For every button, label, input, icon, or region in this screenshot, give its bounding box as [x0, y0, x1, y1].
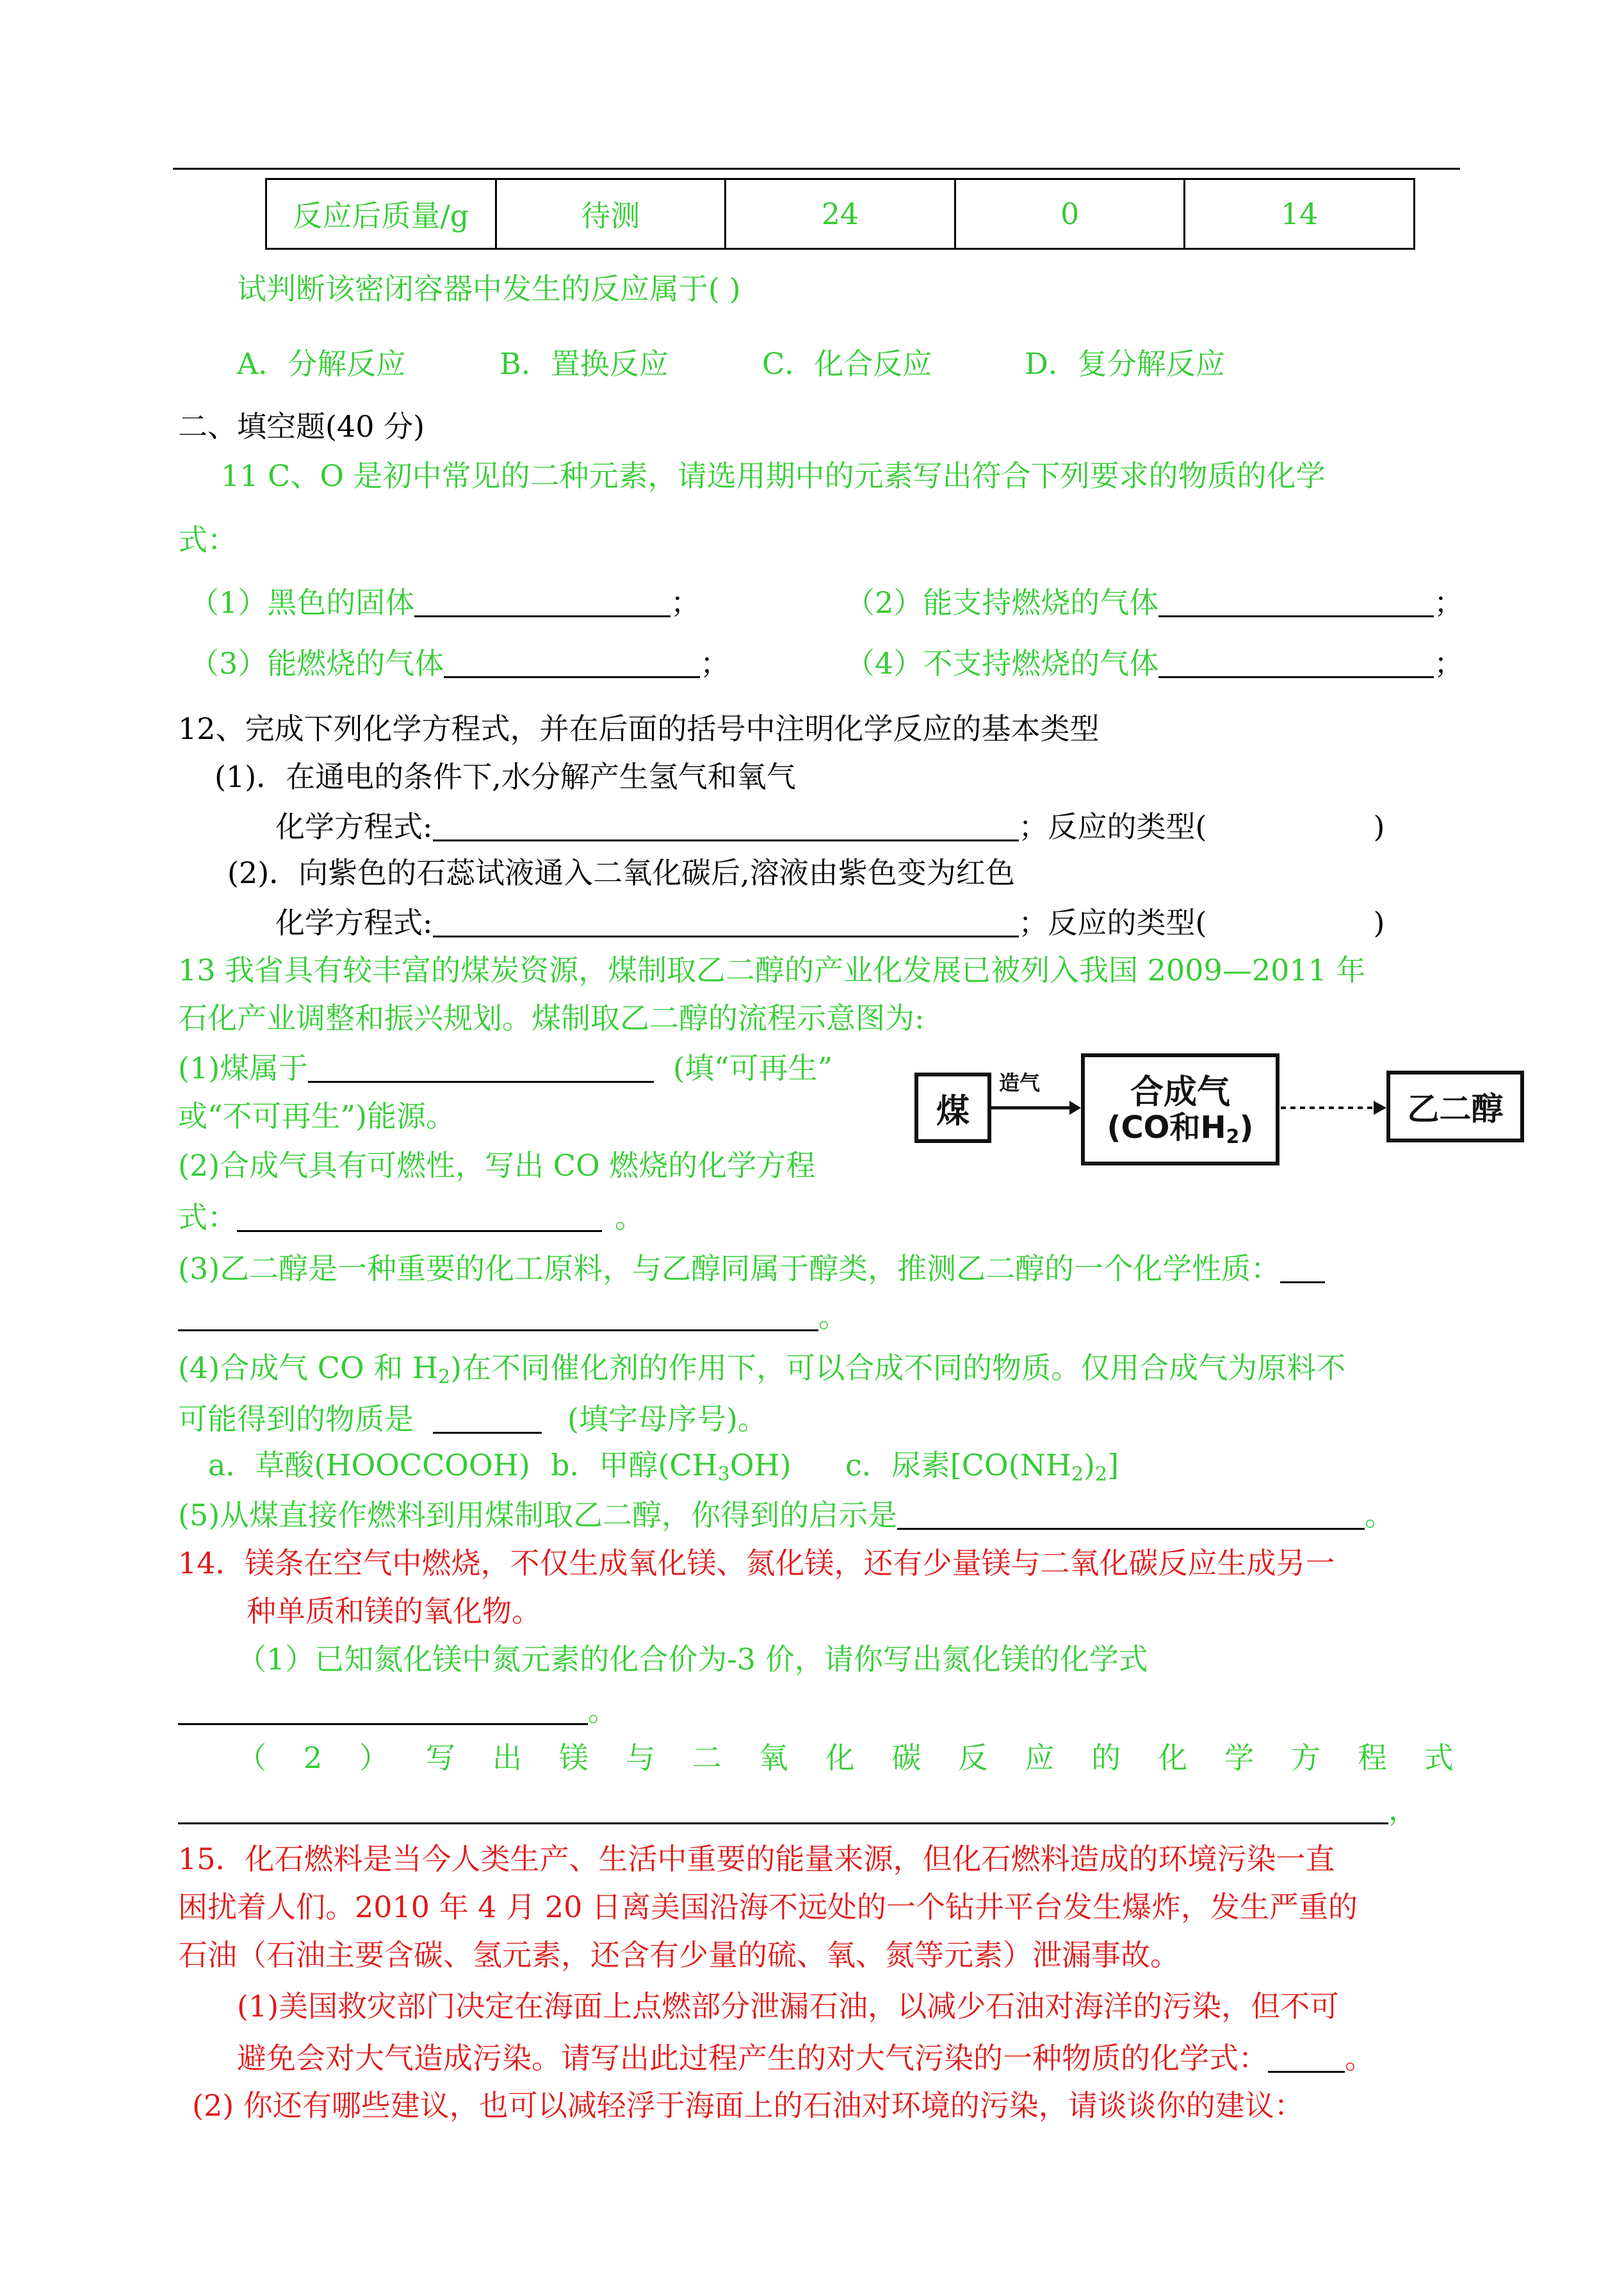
q11-blank4[interactable]	[1158, 647, 1434, 678]
q11-item2-label: （2）能支持燃烧的气体	[845, 585, 1159, 620]
q12-eq1-label: 化学方程式:	[275, 809, 433, 844]
q13-opt-a: a．草酸(HOOCCOOH)	[208, 1448, 530, 1482]
q13-p1-line2: 或“不可再生”)能源。	[178, 1099, 455, 1133]
q13-p5-blank[interactable]	[897, 1498, 1365, 1530]
q14-p2-blank[interactable]	[178, 1793, 1388, 1824]
q13-p3-period: 。	[818, 1299, 848, 1334]
q14-p2-char: 2	[303, 1740, 323, 1775]
table-cell-4: 14	[1280, 197, 1319, 231]
q10-option-c: C．化合反应	[762, 346, 932, 381]
q14-p2-char: 出	[492, 1740, 522, 1775]
q11-item3-label: （3）能燃烧的气体	[190, 646, 444, 681]
q14-stem-line1: 14．镁条在空气中燃烧，不仅生成氧化镁、氮化镁，还有少量镁与二氧化碳反应生成另一	[178, 1546, 1335, 1580]
q14-p1-answer	[178, 1693, 617, 1728]
q11-semicolon2: ；	[1434, 585, 1464, 620]
q13-opt-c-post: )	[1084, 1448, 1095, 1482]
q13-p1-label: (1)煤属于	[178, 1051, 309, 1085]
q13-p2-blank[interactable]	[237, 1201, 602, 1232]
q14-stem-line2: 种单质和镁的氧化物。	[247, 1594, 541, 1628]
q13-p4-sub: 2	[438, 1366, 451, 1388]
header-rule	[173, 168, 1460, 170]
q14-p2-char: 式	[1424, 1740, 1454, 1775]
q15-p1-line2	[237, 2041, 1374, 2073]
q11-stem-line2: 式：	[178, 523, 237, 557]
table-cell-3: 0	[956, 180, 1186, 248]
q14-p2-answer	[178, 1792, 1418, 1827]
q11-item4	[845, 646, 1464, 681]
q13-opt-c	[845, 1448, 1119, 1486]
q10-option-d: D．复分解反应	[1025, 346, 1225, 381]
q12-type1-close: )	[1373, 809, 1385, 844]
data-table-row	[265, 178, 1415, 250]
flow-box-syngas	[1081, 1053, 1279, 1165]
q13-opt-c-close: ]	[1107, 1448, 1119, 1482]
q14-p2-char: ）	[359, 1740, 389, 1775]
q13-p4-prompt: 可能得到的物质是	[178, 1402, 414, 1436]
q11-semicolon3: ；	[700, 646, 730, 681]
table-row-label: 反应后质量/g	[267, 180, 497, 248]
table-cell-2: 24	[726, 180, 956, 248]
q14-p2-comma: ，	[1388, 1792, 1418, 1827]
q15-p2: (2) 你还有哪些建议，也可以减轻浮于海面上的石油对环境的污染，请谈谈你的建议：	[192, 2088, 1304, 2123]
q12-eq2-row	[275, 905, 1385, 940]
q14-p2-char: 的	[1091, 1740, 1121, 1775]
q10-option-b: B．置换反应	[499, 346, 669, 381]
q11-blank3[interactable]	[444, 647, 700, 678]
q13-p1-blank[interactable]	[308, 1051, 654, 1083]
q12-sub1: (1)．在通电的条件下,水分解产生氢气和氧气	[215, 759, 796, 794]
q14-p2-char: 二	[692, 1740, 722, 1775]
q11-semicolon4: ；	[1434, 646, 1464, 681]
q13-opt-c-sub2: 2	[1094, 1463, 1108, 1486]
q12-eq1-row	[275, 809, 1385, 844]
flow-box-syngas-line2	[1107, 1109, 1254, 1148]
q15-p1-line1: (1)美国救灾部门决定在海面上点燃部分泄漏石油，以减少石油对海洋的污染，但不可	[237, 1989, 1340, 2023]
q11-stem-line1: 11 C、O 是初中常见的二种元素，请选用期中的元素写出符合下列要求的物质的化学	[221, 458, 1326, 493]
q13-p5	[178, 1498, 1394, 1530]
q13-p4-hint: (填字母序号)。	[567, 1402, 767, 1436]
flow-box-glycol: 乙二醇	[1386, 1071, 1524, 1142]
q13-p4-blank[interactable]	[433, 1402, 542, 1434]
q11-semicolon1: ；	[670, 585, 701, 620]
q13-opt-c-sub1: 2	[1071, 1463, 1084, 1486]
q13-p2-line1: (2)合成气具有可燃性，写出 CO 燃烧的化学方程	[178, 1148, 816, 1183]
q13-p2-line2	[178, 1200, 644, 1235]
flow-box-coal: 煤	[914, 1073, 991, 1143]
q13-opt-b-pre: b．甲醇(CH	[551, 1448, 718, 1482]
q12-eq2-blank[interactable]	[433, 906, 1019, 937]
q15-line3: 石油（石油主要含碳、氢元素，还含有少量的硫、氧、氮等元素）泄漏事故。	[178, 1938, 1180, 1972]
q13-p5-label: (5)从煤直接作燃料到用煤制取乙二醇，你得到的启示是	[178, 1498, 898, 1532]
q12-type2-close: )	[1373, 905, 1385, 940]
flow-arrow-1	[991, 1098, 1081, 1117]
q12-type2-label: ；反应的类型(	[1018, 905, 1207, 940]
flow-box-syngas-sub: 2	[1226, 1125, 1240, 1148]
q13-p2-period: 。	[615, 1200, 644, 1235]
q12-stem: 12、完成下列化学方程式，并在后面的括号中注明化学反应的基本类型	[178, 711, 1100, 746]
q14-p2-char: 碳	[891, 1740, 922, 1775]
q11-item4-label: （4）不支持燃烧的气体	[845, 646, 1159, 681]
flow-box-syngas-pre: (CO和H	[1107, 1109, 1226, 1146]
q14-p1: （1）已知氮化镁中氮元素的化合价为-3 价，请你写出氮化镁的化学式	[237, 1642, 1148, 1676]
q13-stem-line1: 13 我省具有较丰富的煤炭资源，煤制取乙二醇的产业化发展已被列入我国 2009—2011 年	[178, 953, 1366, 987]
q13-p4-line1	[178, 1350, 1346, 1388]
q13-p3-line1	[178, 1251, 1325, 1286]
q15-p1-label: 避免会对大气造成污染。请写出此过程产生的对大气污染的一种物质的化学式：	[237, 2041, 1268, 2075]
q13-p3-blank-a[interactable]	[1280, 1252, 1325, 1283]
q14-p2-char: （	[237, 1740, 266, 1775]
q14-p2	[237, 1740, 1454, 1775]
flow-arrow-2	[1281, 1098, 1386, 1117]
q13-opt-b-post: OH)	[729, 1448, 792, 1482]
q13-p1-line1	[178, 1051, 832, 1083]
q13-p3-blank-b[interactable]	[178, 1300, 818, 1331]
q13-p2-label: 式：	[178, 1200, 237, 1235]
q14-p2-char: 氧	[758, 1740, 788, 1775]
q12-type1-label: ；反应的类型(	[1018, 809, 1207, 844]
flow-arrow-label: 造气	[999, 1071, 1041, 1095]
q13-p4-line2	[178, 1402, 767, 1434]
q14-p2-char: 程	[1357, 1740, 1387, 1775]
q13-stem-line2: 石化产业调整和振兴规划。煤制取乙二醇的流程示意图为:	[178, 1001, 925, 1035]
table-cell-1: 待测	[497, 180, 727, 248]
q15-p1-blank[interactable]	[1268, 2041, 1345, 2073]
q11-item1-label: （1）黑色的固体	[190, 585, 415, 620]
q10-stem: 试判断该密闭容器中发生的反应属于( )	[237, 272, 741, 306]
q14-p1-blank[interactable]	[178, 1694, 588, 1725]
q12-eq2-label: 化学方程式:	[275, 905, 433, 940]
q15-line2: 困扰着人们。2010 年 4 月 20 日离美国沿海不远处的一个钻井平台发生爆炸，发生严重的	[178, 1890, 1358, 1924]
q15-line1: 15．化石燃料是当今人类生产、生活中重要的能量来源，但化石燃料造成的环境污染一直	[178, 1842, 1335, 1876]
q14-p1-period: 。	[588, 1693, 617, 1728]
q11-item3	[190, 646, 730, 681]
flow-box-syngas-post: )	[1239, 1109, 1254, 1146]
q14-p2-char: 镁	[558, 1740, 589, 1775]
q11-blank1[interactable]	[414, 586, 670, 617]
q14-p2-char: 学	[1224, 1740, 1255, 1775]
q14-p2-char: 方	[1291, 1740, 1321, 1775]
q11-item1	[190, 585, 701, 620]
q14-p2-char: 反	[958, 1740, 988, 1775]
q14-p2-char: 与	[625, 1740, 655, 1775]
section-title: 二、填空题(40 分)	[178, 409, 425, 444]
q13-opt-b	[551, 1448, 792, 1486]
q14-p2-char: 化	[1158, 1740, 1188, 1775]
q14-p2-char: 化	[825, 1740, 855, 1775]
q13-p3-line2	[178, 1299, 848, 1334]
q14-p2-char: 写	[426, 1740, 456, 1775]
flow-box-syngas-line1: 合成气	[1130, 1073, 1230, 1112]
q10-option-a: A．分解反应	[237, 346, 406, 381]
q11-blank2[interactable]	[1158, 586, 1434, 617]
q13-p4-text: )在不同催化剂的作用下，可以合成不同的物质。仅用合成气为原料不	[450, 1350, 1346, 1385]
q15-p1-period: 。	[1345, 2041, 1374, 2075]
q11-item2	[845, 585, 1464, 620]
q13-opt-b-sub: 3	[717, 1463, 730, 1486]
q12-sub2: (2)．向紫色的石蕊试液通入二氧化碳后,溶液由紫色变为红色	[227, 856, 1015, 890]
q13-p5-period: 。	[1365, 1498, 1395, 1532]
q13-p3-label: (3)乙二醇是一种重要的化工原料，与乙醇同属于醇类，推测乙二醇的一个化学性质：	[178, 1251, 1281, 1286]
q12-eq1-blank[interactable]	[433, 810, 1019, 841]
q13-opt-c-pre: c．尿素[CO(NH	[845, 1448, 1071, 1482]
q13-p4-label: (4)合成气 CO 和 H	[178, 1350, 439, 1385]
q13-p1-hint: (填“可再生”	[673, 1051, 833, 1085]
q14-p2-char: 应	[1025, 1740, 1055, 1775]
